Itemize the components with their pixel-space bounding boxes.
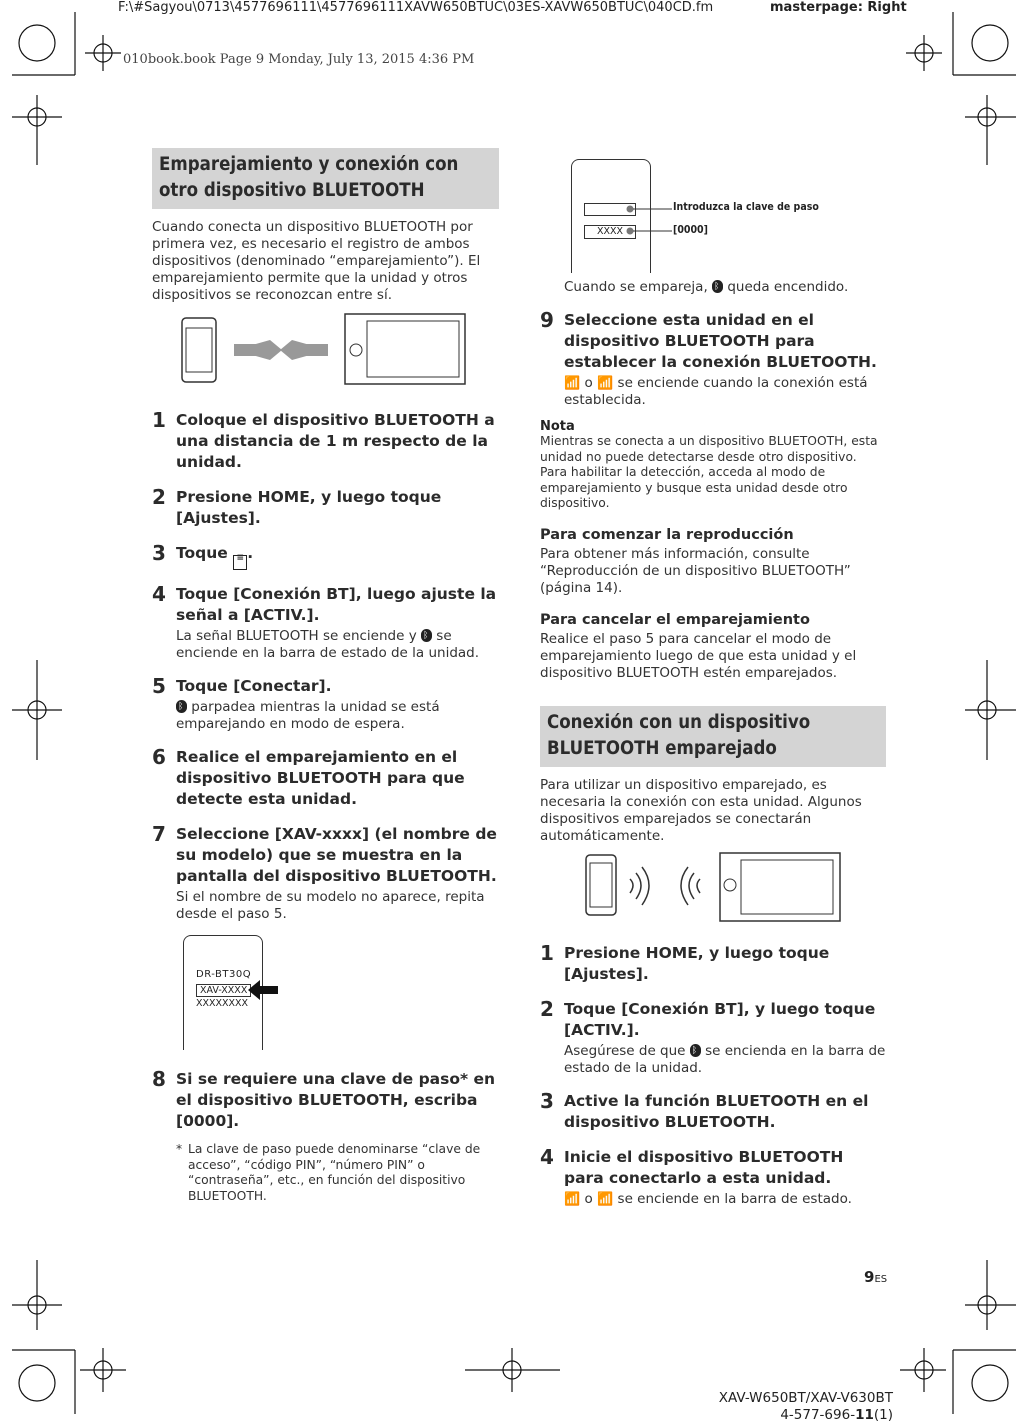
phone-list-illustration (152, 935, 499, 1055)
passkey-field: XXXX (584, 225, 636, 239)
file-path: F:\#Sagyou\0713\4577696111\4577696111XAVW650BTUC\03ES-XAVW650BTUC\040CD.fm (118, 0, 714, 15)
step-3: 3 Toque ≡ . (152, 543, 499, 570)
connect-illustration (540, 851, 886, 925)
passkey-label: Introduzca la clave de paso (673, 201, 819, 213)
settings-icon: ≡ (233, 555, 247, 570)
book-line: 010book.book Page 9 Monday, July 13, 2015 4:36 PM (123, 52, 475, 67)
bluetooth-icon (176, 700, 187, 713)
model-info: XAV-W650BT/XAV-V630BT 4-577-696-11(1) (718, 1390, 893, 1423)
connect-step-2: 2 Toque [Conexión BT], y luego toque [ACTIV.]. Asegúrese de que ᛒ se encienda en la barra de estado de la unidad. (540, 999, 886, 1077)
section-title-pairing: Emparejamiento y conexión con otro dispositivo BLUETOOTH (152, 148, 499, 209)
cancel-pairing-text: Realice el paso 5 para cancelar el modo de emparejamiento luego de que esta unidad y el dispositivo BLUETOOTH estén emparejados. (540, 630, 857, 681)
phone-connected-icon: 📶 (564, 376, 581, 391)
step-2: 2 Presione HOME, y luego toque [Ajustes]. (152, 485, 442, 527)
connect-step-4: 4 Inicie el dispositivo BLUETOOTH para conectarlo a esta unidad. 📶 o 📶 se enciende en la barra de estado. (540, 1144, 852, 1207)
right-column (540, 148, 886, 1208)
step-5: 5 Toque [Conectar]. ᛒ parpadea mientras la unidad se está emparejando en modo de espera. (152, 676, 499, 733)
passkey-value: [0000] (673, 224, 708, 236)
connect-step-1: 1 Presione HOME, y luego toque [Ajustes]. (540, 940, 830, 983)
connect-intro: Para utilizar un dispositivo emparejado, es necesaria la conexión con esta unidad. Algunos dispositivos emparejados se conectarán automáticamente. (540, 776, 862, 844)
pairing-illustration (152, 312, 499, 392)
intro-text: Cuando conecta un dispositivo BLUETOOTH por primera vez, es necesario el registro de ambos dispositivos (denominado “emparejamiento”). El emparejamiento permite que la unidad y otros dispositivos se reconozcan entre sí. (152, 219, 481, 303)
bluetooth-icon (421, 629, 432, 642)
footnote: * La clave de paso puede denominarse “clave de acceso”, “código PIN”, “número PIN” o “contraseña”, etc., en función del dispositivo BLUETOOTH. (176, 1142, 481, 1203)
step-1: 1 Coloque el dispositivo BLUETOOTH a una distancia de 1 m respecto de la unidad. (152, 408, 495, 471)
note-block: Nota Mientras se conecta a un dispositivo BLUETOOTH, esta unidad no puede detectarse desde otro dispositivo. Para habilitar la detección, acceda al modo de emparejamiento y busque esta unidad desde otro dispositivo. (540, 419, 878, 510)
step-4: 4 Toque [Conexión BT], luego ajuste la señal a [ACTIV.]. La señal BLUETOOTH se enciende y ᛒ se enciende en la barra de estado de la unidad. (152, 584, 499, 662)
page-number: 9ES (864, 1268, 888, 1286)
left-column (152, 148, 499, 1204)
cancel-pairing-title: Para cancelar el emparejamiento (540, 611, 810, 628)
start-playback-title: Para comenzar la reproducción (540, 526, 794, 543)
arrow-icon (248, 979, 280, 1001)
bluetooth-icon (690, 1044, 701, 1057)
phone-connected-icon: 📶 (564, 1191, 581, 1207)
step-6: 6 Realice el emparejamiento en el dispositivo BLUETOOTH para que detecte esta unidad. (152, 745, 465, 808)
audio-connected-icon: 📶 (597, 376, 614, 391)
step-7: 7 Seleccione [XAV-xxxx] (el nombre de su modelo) que se muestra en la pantalla del dispositivo BLUETOOTH. Si el nombre de su modelo no aparece, repita desde el paso 5. (152, 822, 497, 922)
bluetooth-icon (712, 280, 723, 293)
masterpage-label: masterpage: Right (770, 0, 907, 15)
device-name: DR-BT30Q (196, 969, 252, 980)
paired-text: Cuando se empareja, ᛒ queda encendido. (540, 279, 886, 296)
connect-step-3: 3 Active la función BLUETOOTH en el dispositivo BLUETOOTH. (540, 1088, 869, 1131)
passkey-illustration (540, 148, 886, 272)
step-9: 9 Seleccione esta unidad en el dispositivo BLUETOOTH para establecer la conexión BLUETOOTH. 📶 o 📶 se enciende cuando la conexión está establecida. (540, 308, 877, 408)
audio-connected-icon: 📶 (597, 1191, 614, 1207)
section-title-connect: Conexión con un dispositivo BLUETOOTH emparejado (540, 706, 886, 767)
device-model-item: XAV-XXXX (196, 984, 251, 997)
device-other: XXXXXXXX (196, 998, 249, 1009)
start-playback-text: Para obtener más información, consulte “Reproducción de un dispositivo BLUETOOTH” (página 14). (540, 545, 851, 596)
step-8: 8 Si se requiere una clave de paso* en el dispositivo BLUETOOTH, escriba [0000]. (152, 1067, 496, 1130)
